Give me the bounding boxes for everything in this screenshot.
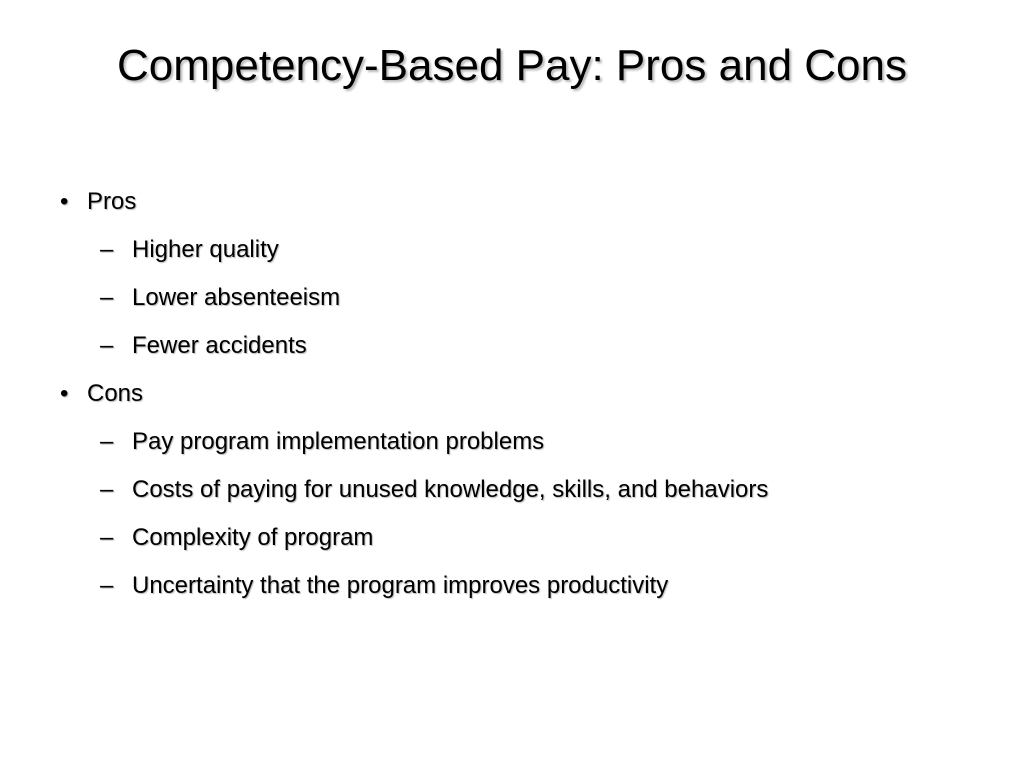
list-item-text: Complexity of program [132, 524, 374, 551]
bullet-list [60, 178, 980, 610]
list-item-text: Fewer accidents [132, 332, 307, 359]
list-item [60, 274, 980, 322]
dash-icon: – [100, 236, 114, 263]
dash-icon: – [100, 332, 114, 359]
list-item [60, 226, 980, 274]
slide-title: Competency-Based Pay: Pros and Cons [117, 41, 907, 90]
dash-icon: – [100, 524, 114, 551]
list-item [60, 322, 980, 370]
bullet-icon: • [60, 380, 69, 407]
list-item-text: Costs of paying for unused knowledge, skills, and behaviors [132, 476, 769, 503]
list-item [60, 418, 980, 466]
list-item-text: Pay program implementation problems [132, 428, 545, 455]
list-item-text: Uncertainty that the program improves productivity [132, 572, 669, 599]
list-item [60, 514, 980, 562]
dash-icon: – [100, 476, 114, 503]
list-item [60, 466, 980, 514]
list-item [60, 562, 980, 610]
bullet-icon: • [60, 188, 69, 215]
section-heading-pros [60, 178, 980, 226]
section-heading-cons [60, 370, 980, 418]
section-heading-text: Pros [87, 188, 137, 215]
dash-icon: – [100, 428, 114, 455]
dash-icon: – [100, 572, 114, 599]
list-item-text: Higher quality [132, 236, 279, 263]
dash-icon: – [100, 284, 114, 311]
list-item-text: Lower absenteeism [132, 284, 341, 311]
section-heading-text: Cons [87, 380, 144, 407]
